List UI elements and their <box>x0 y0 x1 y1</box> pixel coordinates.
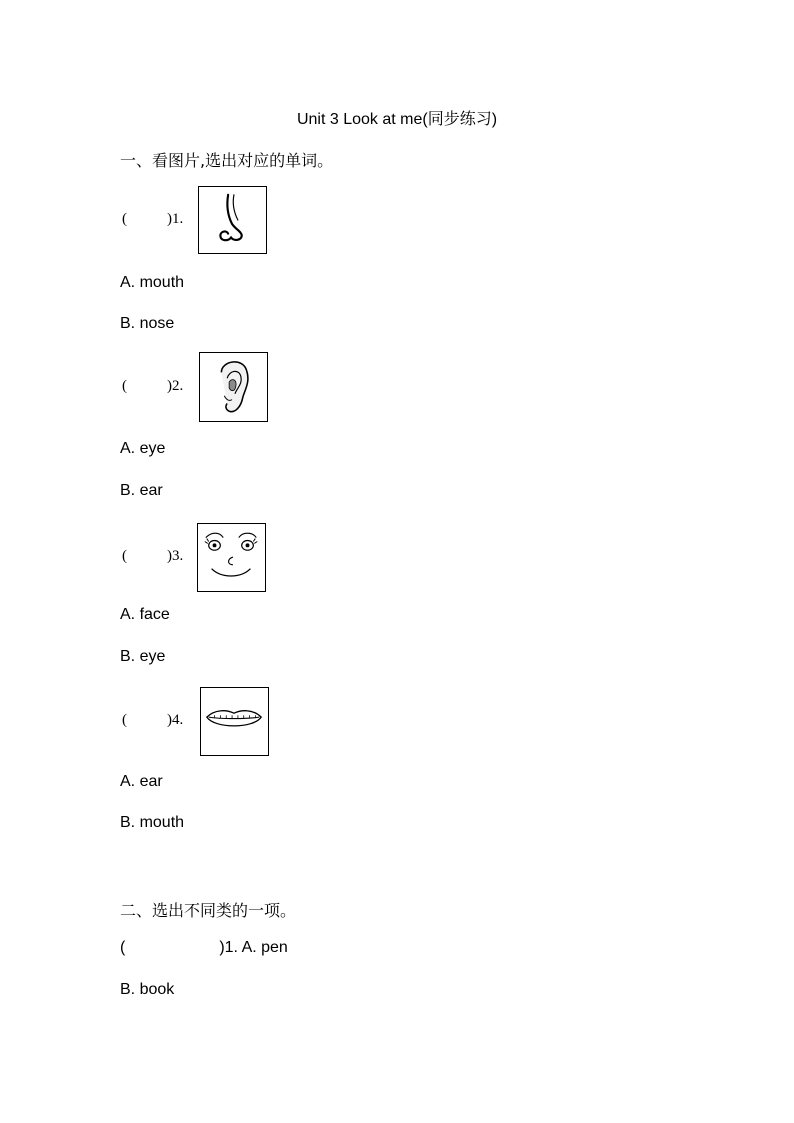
answer-paren-open: ( <box>122 211 127 227</box>
answer-blank[interactable] <box>125 939 219 957</box>
answer-paren-close: ) <box>167 378 172 394</box>
q4-option-a: A. ear <box>120 773 163 790</box>
q1-option-a: A. mouth <box>120 274 185 291</box>
face-drawing <box>197 523 266 592</box>
q2-option-a: A. eye <box>120 440 166 457</box>
section-2-heading: 二、选出不同类的一项。 <box>120 901 297 920</box>
q4-option-b: B. mouth <box>120 814 185 831</box>
answer-paren-close: ) <box>167 548 172 564</box>
nose-drawing <box>198 186 267 254</box>
answer-paren-open: ( <box>120 939 126 956</box>
question-3-line <box>122 548 183 565</box>
section-1-heading: 一、看图片,选出对应的单词。 <box>120 151 334 170</box>
q2-option-b: B. ear <box>120 482 163 499</box>
question-2-line <box>122 378 183 395</box>
s2q1-option-b: B. book <box>120 981 175 998</box>
ear-drawing <box>199 352 268 422</box>
question-number: 4. <box>172 712 184 728</box>
question-1-line <box>122 211 183 228</box>
answer-paren-open: ( <box>122 548 127 564</box>
page-title: Unit 3 Look at me(同步练习) <box>296 111 498 128</box>
question-number: 3. <box>172 548 184 564</box>
question-4-line <box>122 712 183 729</box>
answer-paren-open: ( <box>122 378 127 394</box>
question-text: )1. A. pen <box>219 939 288 956</box>
q3-option-b: B. eye <box>120 648 166 665</box>
q1-option-b: B. nose <box>120 315 175 332</box>
answer-paren-open: ( <box>122 712 127 728</box>
answer-paren-close: ) <box>167 712 172 728</box>
question-number: 2. <box>172 378 184 394</box>
answer-paren-close: ) <box>167 211 172 227</box>
section-2-question-1 <box>120 939 288 957</box>
q3-option-a: A. face <box>120 606 170 623</box>
mouth-drawing <box>200 687 269 756</box>
question-number: 1. <box>172 211 184 227</box>
